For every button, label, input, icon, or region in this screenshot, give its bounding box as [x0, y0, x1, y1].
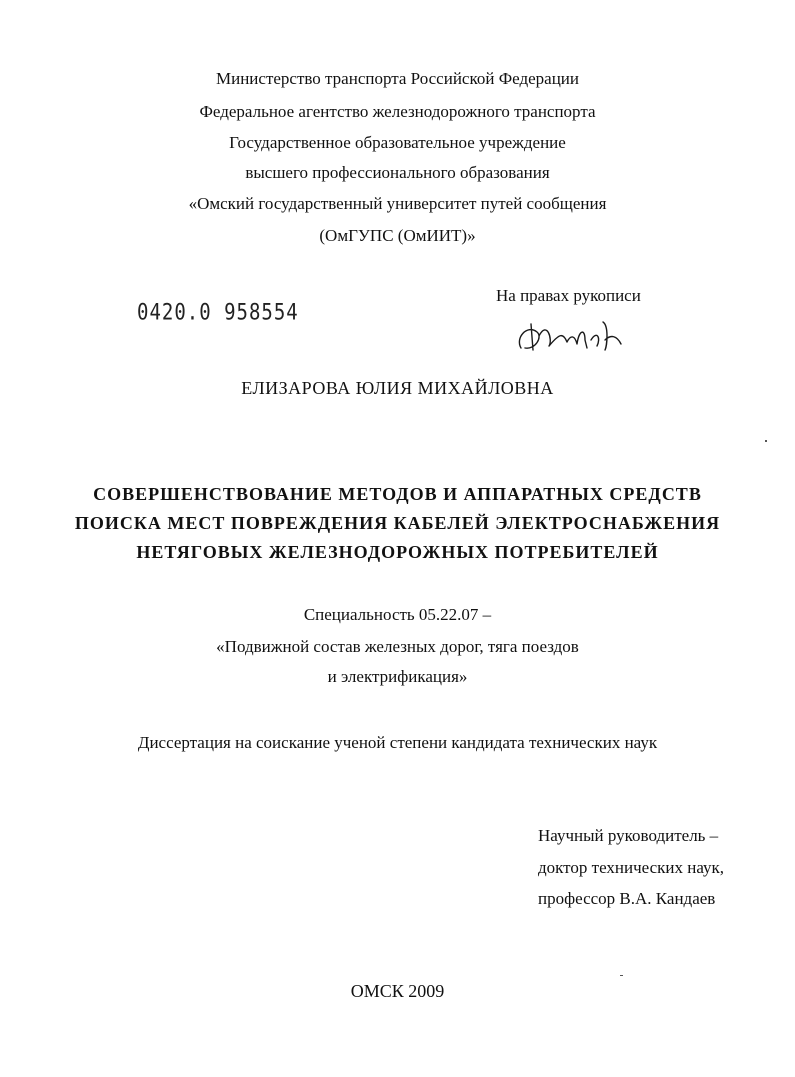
manuscript-note: На правах рукописи — [496, 286, 641, 305]
institution-line-5: «Омский государственный университет путей сообщения — [188, 194, 607, 213]
title-line-2: ПОИСКА МЕСТ ПОВРЕЖДЕНИЯ КАБЕЛЕЙ ЭЛЕКТРОСНАБЖЕНИЯ — [74, 513, 721, 533]
institution-line-1: Министерство транспорта Российской Федерации — [215, 69, 579, 88]
registration-code: 0420.0 958554 — [137, 300, 299, 326]
specialty-line-3: и электрификация» — [327, 667, 468, 686]
specialty-line-2: «Подвижной состав железных дорог, тяга поездов — [216, 637, 579, 656]
institution-line-4: высшего профессионального образования — [245, 163, 550, 182]
specialty-line-1: Специальность 05.22.07 – — [303, 605, 492, 624]
supervisor-line-1: Научный руководитель – — [538, 826, 719, 845]
dissertation-statement: Диссертация на соискание ученой степени кандидата технических наук — [137, 733, 658, 752]
supervisor-line-2: доктор технических наук, — [538, 858, 725, 877]
institution-line-2: Федеральное агентство железнодорожного транспорта — [199, 102, 596, 121]
institution-line-3: Государственное образовательное учреждение — [229, 133, 566, 152]
city-year: ОМСК 2009 — [350, 981, 445, 1001]
title-line-3: НЕТЯГОВЫХ ЖЕЛЕЗНОДОРОЖНЫХ ПОТРЕБИТЕЛЕЙ — [136, 542, 659, 562]
supervisor-line-3: профессор В.А. Кандаев — [538, 889, 716, 908]
author-name: ЕЛИЗАРОВА ЮЛИЯ МИХАЙЛОВНА — [241, 378, 554, 398]
institution-line-6: (ОмГУПС (ОмИИТ)» — [319, 226, 476, 245]
scan-speck — [620, 975, 623, 976]
author-signature — [513, 310, 633, 360]
title-line-1: СОВЕРШЕНСТВОВАНИЕ МЕТОДОВ И АППАРАТНЫХ СРЕДСТВ — [93, 484, 702, 504]
scan-speck — [765, 440, 767, 442]
